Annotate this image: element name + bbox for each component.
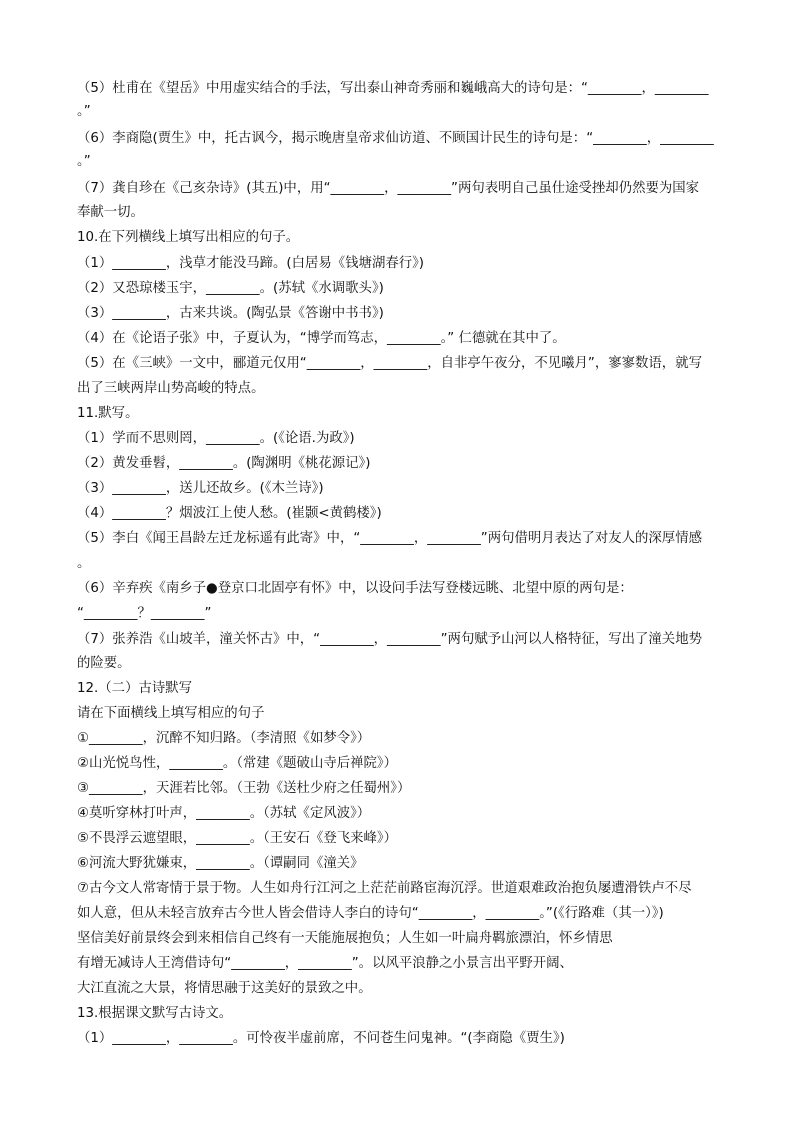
text-line: 13.根据课文默写古诗文。 — [77, 1006, 233, 1021]
text-line: 大江直流之大景，将情思融于这美好的景致之中。 — [77, 981, 372, 996]
text-line: （6）辛弃疾《南乡子●登京口北固亭有怀》中，以设问手法写登楼远眺、北望中原的两句是： — [77, 581, 633, 596]
text-line: 如人意，但从未轻言放弃古今世人皆会借诗人李白的诗句“________，________。”(《行路难（其一）》) — [77, 906, 664, 921]
text-line: 请在下面横线上填写相应的句子 — [77, 706, 265, 721]
text-line: 奉献一切。 — [77, 205, 144, 220]
text-line: ③________，天涯若比邻。（王勃《送杜少府之任蜀州》） — [77, 781, 411, 796]
text-line: （6）李商隐(贾生》中，托古讽今，揭示晚唐皇帝求仙访道、不顾国计民生的诗句是：“________，________ — [77, 131, 714, 146]
text-line: 。 — [77, 556, 91, 571]
text-line: （5）李白《闻王昌龄左迁龙标遥有此寄》中，“________，________”两句借明月表达了对友人的深厚情感 — [77, 531, 702, 546]
text-line: 出了三峡两岸山势高峻的特点。 — [77, 381, 265, 396]
text-line: （4）________？烟波江上使人愁。(崔颢<黄鹤楼》) — [77, 506, 382, 521]
text-line: ④莫听穿林打叶声，________。（苏轼《定风波》） — [77, 806, 371, 821]
text-line: （2）黄发垂髫，________。(陶渊明《桃花源记》) — [77, 456, 371, 471]
text-line: ⑤不畏浮云遮望眼，________。（王安石《登飞来峰》） — [77, 831, 397, 846]
text-line: ⑥河流大野犹嫌束，________。（谭嗣同《潼关》 — [77, 856, 364, 871]
text-line: （3）________，古来共谈。(陶弘景《答谢中书书》) — [77, 306, 384, 321]
text-line: ①________，沉醉不知归路。（李清照《如梦令》） — [77, 731, 371, 746]
text-line: 坚信美好前景终会到来相信自己终有一天能施展抱负；人生如一叶扁舟羁旅漂泊，怀乡情思 — [77, 931, 613, 946]
text-line: （1）________，浅草才能没马蹄。(白居易《钱塘湖春行》) — [77, 256, 425, 271]
text-line: 10.在下列横线上填写出相应的句子。 — [77, 230, 300, 245]
text-line: ⑦古今文人常寄情于景于物。人生如舟行江河之上茫茫前路宦海沉浮。世道艰难政治抱负屡遭滑铁卢不尽 — [77, 881, 692, 896]
text-line: （7）龚自珍在《己亥杂诗》(其五)中，用“________，________”两句表明自己虽仕途受挫却仍然要为国家 — [77, 181, 700, 196]
text-line: （3）________，送儿还故乡。(《木兰诗》) — [77, 481, 324, 496]
text-line: （4）在《论语子张》中，子夏认为，“博学而笃志，________。” 仁德就在其中了。 — [77, 331, 566, 346]
text-line: 12.（二）古诗默写 — [77, 681, 193, 696]
text-line: 。” — [77, 154, 91, 169]
text-line: （5）在《三峡》一文中，郦道元仅用“________，________，自非亭午夜分，不见曦月”，寥寥数语，就写 — [77, 356, 702, 371]
text-line: 11.默写。 — [77, 406, 139, 421]
text-line: （1）学而不思则罔，________。(《论语.为政》) — [77, 431, 355, 446]
text-line: “________？________” — [77, 606, 212, 621]
text-line: ②山光悦鸟性，________。（常建《题破山寺后禅院》） — [77, 756, 397, 771]
text-line: 的险要。 — [77, 656, 131, 671]
text-line: （2）又恐琼楼玉宇，________。(苏轼《水调歌头》) — [77, 281, 384, 296]
text-line: 。” — [77, 104, 91, 119]
text-line: 有增无减诗人王湾借诗句“________，________”。以风平浪静之小景言出平野开阔、 — [77, 956, 573, 971]
text-line: （5）杜甫在《望岳》中用虚实结合的手法，写出泰山神奇秀丽和巍峨高大的诗句是：“________，________ — [77, 81, 709, 96]
text-line: （1）________，________。可怜夜半虚前席，不问苍生问鬼神。“(李商隐《贾生》) — [77, 1031, 565, 1046]
text-line: （7）张养浩《山坡羊，潼关怀古》中，“________，________”两句赋予山河以人格特征，写出了潼关地势 — [77, 632, 702, 647]
